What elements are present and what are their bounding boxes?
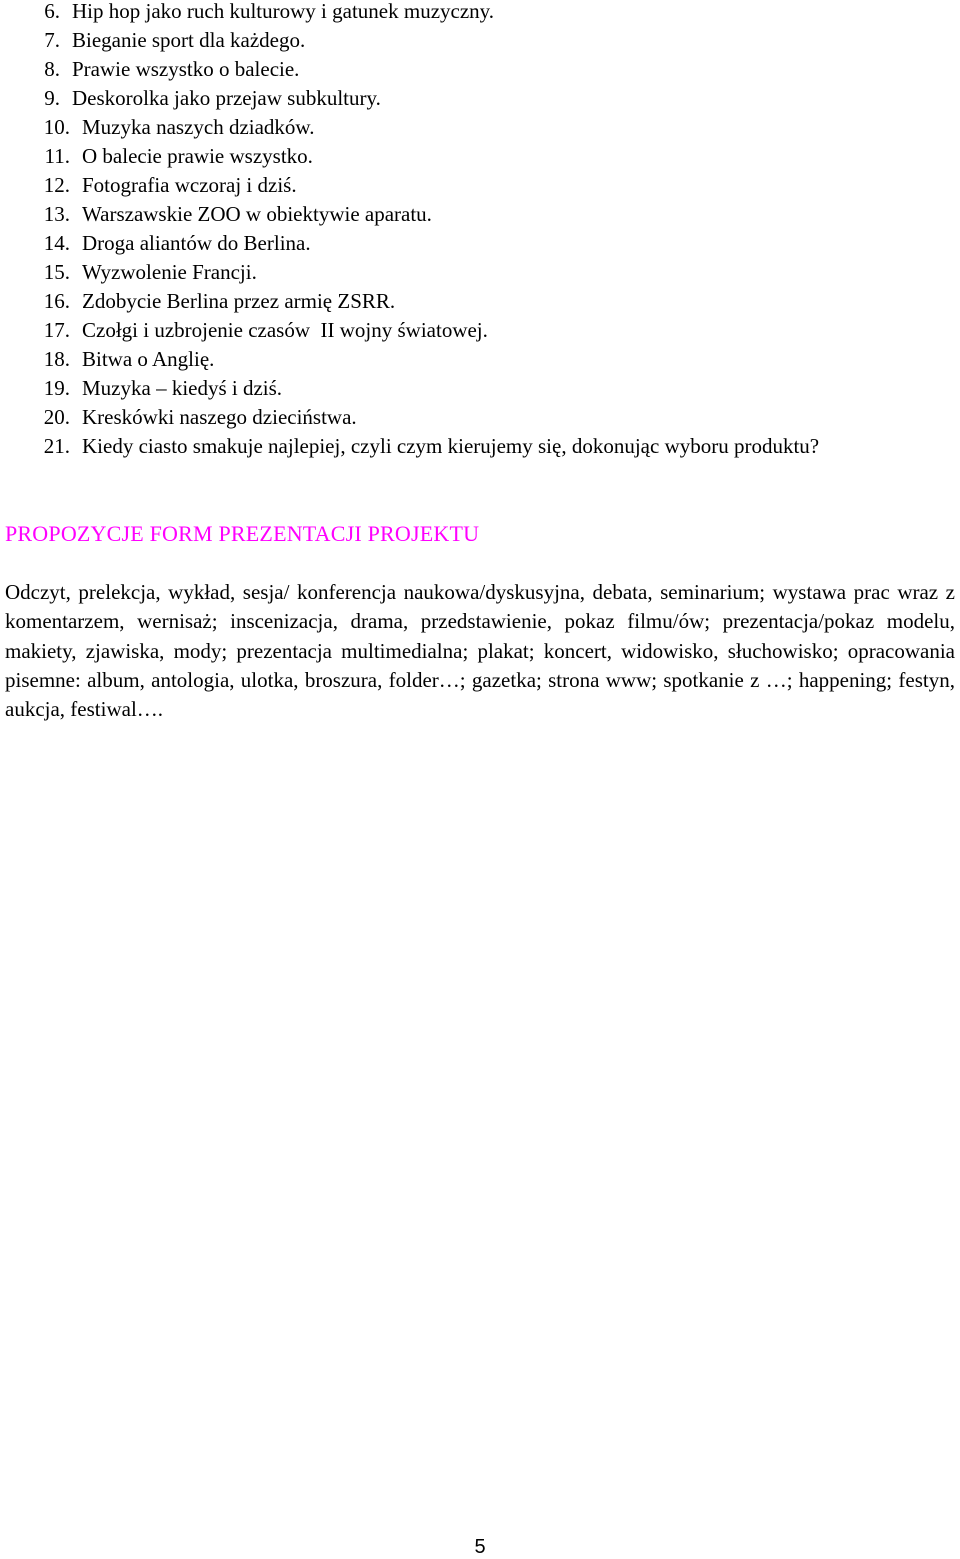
list-item-text: Kreskówki naszego dzieciństwa. xyxy=(82,405,357,429)
list-item-number: 12. xyxy=(43,173,70,197)
list-item xyxy=(0,258,960,287)
list-item-text: Bitwa o Anglię. xyxy=(82,347,215,371)
list-item xyxy=(0,171,960,200)
list-item xyxy=(0,316,960,345)
list-item-text: Warszawskie ZOO w obiektywie aparatu. xyxy=(82,202,432,226)
list-item-number: 17. xyxy=(43,318,70,342)
list-item-number: 16. xyxy=(43,289,70,313)
list-item-number: 20. xyxy=(43,405,70,429)
list-item xyxy=(0,26,960,55)
list-item xyxy=(0,200,960,229)
list-item-number: 14. xyxy=(43,231,70,255)
list-item xyxy=(0,403,960,432)
list-item-number: 8. xyxy=(44,57,60,81)
section-heading: PROPOZYCJE FORM PREZENTACJI PROJEKTU xyxy=(5,521,480,546)
list-item-text: Droga aliantów do Berlina. xyxy=(82,231,311,255)
list-item-text: O balecie prawie wszystko. xyxy=(82,144,313,168)
topic-list xyxy=(0,0,960,461)
list-item-number: 7. xyxy=(44,28,60,52)
list-item-number: 19. xyxy=(43,376,70,400)
list-item xyxy=(0,84,960,113)
list-item xyxy=(0,345,960,374)
list-item-text: Bieganie sport dla każdego. xyxy=(72,28,306,52)
list-item-text: Muzyka – kiedyś i dziś. xyxy=(82,376,283,400)
list-item-text: Fotografia wczoraj i dziś. xyxy=(82,173,297,197)
list-item xyxy=(0,287,960,316)
list-item-number: 6. xyxy=(44,0,60,23)
list-item-number: 13. xyxy=(43,202,70,226)
page-number: 5 xyxy=(474,1536,486,1558)
list-item-text: Muzyka naszych dziadków. xyxy=(82,115,315,139)
list-item-text: Prawie wszystko o balecie. xyxy=(72,57,300,81)
list-item-text: Deskorolka jako przejaw subkultury. xyxy=(72,86,381,110)
list-item-text: Wyzwolenie Francji. xyxy=(82,260,257,284)
list-item-number: 18. xyxy=(43,347,70,371)
list-item-number: 15. xyxy=(43,260,70,284)
list-item xyxy=(0,113,960,142)
list-item xyxy=(0,374,960,403)
list-item-text: Zdobycie Berlina przez armię ZSRR. xyxy=(82,289,396,313)
list-item-text: Kiedy ciasto smakuje najlepiej, czyli czym kierujemy się, dokonując wyboru produktu? xyxy=(82,434,820,458)
list-item-number: 11. xyxy=(44,144,70,168)
list-item xyxy=(0,432,960,461)
section-paragraph: Odczyt, prelekcja, wykład, sesja/ konferencja naukowa/dyskusyjna, debata, seminarium; wystawa prac wraz z komentarzem, wernisaż; inscenizacja, drama, przedstawienie, pokaz filmu/ów; prezentacja/pokaz modelu, makiety, zjawiska, mody; prezentacja multimedialna; plakat; koncert, widowisko, słuchowisko; opracowania pisemne: album, antologia, ulotka, broszura, folder…; gazetka; strona www; spotkanie z …; happening; festyn, aukcja, festiwal…. xyxy=(5,580,955,722)
list-item xyxy=(0,0,960,26)
list-item-number: 9. xyxy=(44,86,60,110)
list-item-number: 21. xyxy=(43,434,70,458)
list-item xyxy=(0,229,960,258)
list-item xyxy=(0,142,960,171)
list-item xyxy=(0,55,960,84)
list-item-number: 10. xyxy=(43,115,70,139)
list-item-text: Czołgi i uzbrojenie czasów II wojny światowej. xyxy=(82,318,488,342)
list-item-text: Hip hop jako ruch kulturowy i gatunek muzyczny. xyxy=(72,0,495,23)
